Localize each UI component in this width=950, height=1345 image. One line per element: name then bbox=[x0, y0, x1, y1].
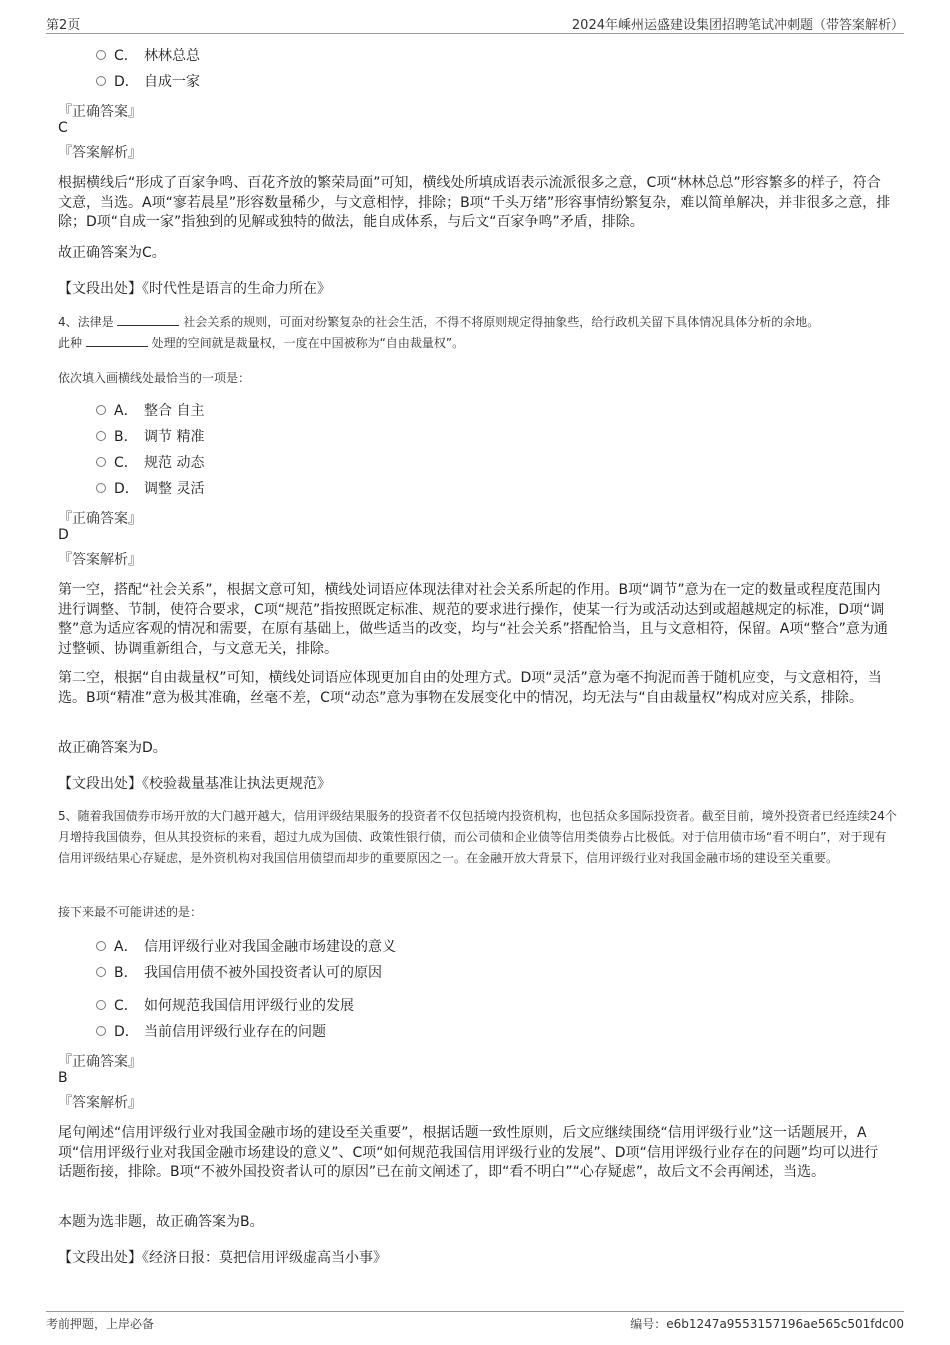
radio-icon[interactable] bbox=[96, 1026, 106, 1036]
question-prompt: 接下来最不可能讲述的是： bbox=[58, 905, 203, 919]
analysis-paragraph: 第二空，根据“自由裁量权”可知，横线处词语应体现更加自由的处理方式。D项“灵活”意为毫不拘泥而善于随机应变，与文意相符，当选。B项“精准”意为极其准确，丝毫不差，C项“动态”意为事物在发展变化中的情况，均无法与“自由裁量权”构成对应关系，排除。 bbox=[58, 670, 882, 706]
analysis-label: 『答案解析』 bbox=[58, 1095, 142, 1111]
q4-option-d[interactable]: D． 调整 灵活 bbox=[96, 479, 204, 499]
q4-option-a[interactable]: A． 整合 自主 bbox=[96, 401, 204, 421]
correct-answer-label: 『正确答案』 bbox=[58, 511, 142, 527]
q5-option-c[interactable]: C． 如何规范我国信用评级行业的发展 bbox=[96, 996, 354, 1016]
q3-option-d[interactable]: D． 自成一家 bbox=[96, 72, 200, 92]
blank-line bbox=[117, 313, 179, 326]
correct-answer: D bbox=[58, 527, 69, 543]
analysis-paragraph: 根据横线后“形成了百家争鸣、百花齐放的繁荣局面”可知，横线处所填成语表示流派很多之意，C项“林林总总”形容繁多的样子，符合文意，当选。A项“寥若晨星”形容数量稀少，与文意相悖，排除；B项“千头万绪”形容事情纷繁复杂，难以简单解决，并非很多之意，排除；D项“自成一家”指独到的见解或独特的做法，能自成体系，与后文“百家争鸣”矛盾，排除。 bbox=[58, 175, 891, 230]
page-number: 第2页 bbox=[46, 18, 81, 33]
analysis-paragraph: 尾句阐述“信用评级行业对我国金融市场的建设至关重要”，根据话题一致性原则，后文应继续围绕“信用评级行业”这一话题展开，A项“信用评级行业对我国金融市场建设的意义”、C项“如何规范我国信用评级行业的发展”、D项“信用评级行业存在的问题”均可以进行话题衔接，排除。B项“不被外国投资者认可的原因”已在前文阐述了，即“看不明白”“心存疑虑”，故后文不会再阐述，当选。 bbox=[58, 1125, 879, 1180]
q5-option-d[interactable]: D． 当前信用评级行业存在的问题 bbox=[96, 1022, 326, 1042]
correct-answer: C bbox=[58, 120, 68, 136]
radio-icon[interactable] bbox=[96, 1000, 106, 1010]
question-stem: 5、随着我国债券市场开放的大门越开越大，信用评级结果服务的投资者不仅包括境内投资机构，也包括众多国际投资者。截至目前，境外投资者已经连续24个月增持我国债券，但从其投资标的来看，超过九成为国债、政策性银行债，而公司债和企业债等信用类债券占比极低。对于信用债市场“看不明白”，对于现有信用评级结果心存疑虑，是外资机构对我国信用债望而却步的重要原因之一。在金融开放大背景下，信用评级行业对我国金融市场的建设至关重要。 bbox=[58, 809, 897, 865]
radio-icon[interactable] bbox=[96, 967, 106, 977]
radio-icon[interactable] bbox=[96, 483, 106, 493]
correct-answer-label: 『正确答案』 bbox=[58, 1054, 142, 1070]
correct-answer-label: 『正确答案』 bbox=[58, 104, 142, 120]
radio-icon[interactable] bbox=[96, 50, 106, 60]
analysis-label: 『答案解析』 bbox=[58, 552, 142, 568]
q4-option-b[interactable]: B． 调节 精准 bbox=[96, 427, 204, 447]
q5-option-b[interactable]: B． 我国信用债不被外国投资者认可的原因 bbox=[96, 963, 382, 983]
radio-icon[interactable] bbox=[96, 76, 106, 86]
radio-icon[interactable] bbox=[96, 941, 106, 951]
correct-answer: B bbox=[58, 1070, 68, 1086]
q4-option-c[interactable]: C． 规范 动态 bbox=[96, 453, 204, 473]
source-citation: 【文段出处】《校验裁量基准让执法更规范》 bbox=[58, 776, 331, 792]
q5-option-a[interactable]: A． 信用评级行业对我国金融市场建设的意义 bbox=[96, 937, 396, 957]
radio-icon[interactable] bbox=[96, 457, 106, 467]
q3-option-c[interactable]: C． 林林总总 bbox=[96, 46, 200, 66]
source-citation: 【文段出处】《时代性是语言的生命力所在》 bbox=[58, 281, 331, 297]
analysis-conclusion: 故正确答案为C。 bbox=[58, 245, 166, 261]
document-id: 编号：e6b1247a9553157196ae565c501fdc00 bbox=[630, 1317, 904, 1331]
question-stem: 4、法律是 社会关系的规则，可面对纷繁复杂的社会生活，不得不将原则规定得抽象些，给行政机关留下具体情况具体分析的余地。 此种 处理的空间就是裁量权，一度在中国被称为“自由裁量权”。 bbox=[58, 315, 820, 350]
page-header bbox=[46, 12, 904, 34]
document-title: 2024年嵊州运盛建设集团招聘笔试冲刺题（带答案解析） bbox=[571, 18, 904, 33]
analysis-paragraph: 第一空，搭配“社会关系”，根据文意可知，横线处词语应体现法律对社会关系所起的作用。B项“调节”意为在一定的数量或程度范围内进行调整、节制，使符合要求，C项“规范”指按照既定标准、规范的要求进行操作，使某一行为或活动达到或超越规定的标准，D项“调整”意为适应客观的情况和需要，在原有基础上，做些适当的改变，均与“社会关系”搭配恰当，且与文意相符，保留。A项“整合”意为通过整顿、协调重新组合，与文意无关，排除。 bbox=[58, 582, 888, 657]
source-citation: 【文段出处】《经济日报：莫把信用评级虚高当小事》 bbox=[58, 1250, 387, 1266]
analysis-conclusion: 故正确答案为D。 bbox=[58, 740, 167, 756]
analysis-conclusion: 本题为选非题，故正确答案为B。 bbox=[58, 1214, 264, 1230]
blank-line bbox=[86, 334, 148, 347]
analysis-label: 『答案解析』 bbox=[58, 145, 142, 161]
page-footer bbox=[46, 1311, 904, 1331]
question-prompt: 依次填入画横线处最恰当的一项是： bbox=[58, 371, 251, 385]
footer-slogan: 考前押题，上岸必备 bbox=[46, 1317, 155, 1331]
radio-icon[interactable] bbox=[96, 405, 106, 415]
radio-icon[interactable] bbox=[96, 431, 106, 441]
